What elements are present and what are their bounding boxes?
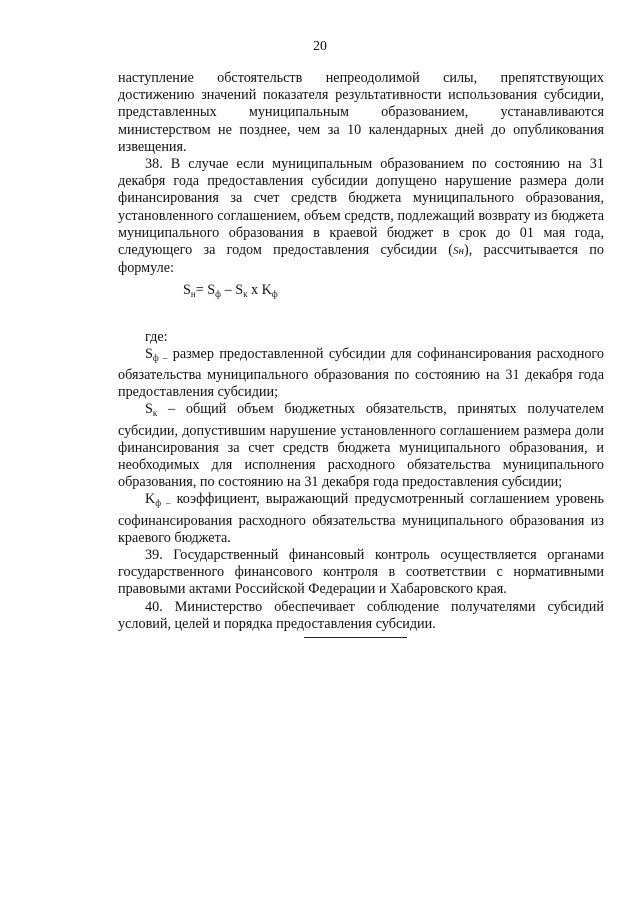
definition-sf-text: размер предоставленной субсидии для софинансирования расходного обязательства муниципального образования по состоянию на 31 декабря года предоставления субсидии; bbox=[118, 345, 604, 401]
formula-lhs: S bbox=[183, 282, 191, 299]
paragraph-39: 39. Государственный финансовый контроль осуществляется органами государственного финансового контроля в соответствии с нормативными правовыми актами Российской Федерации и Хабаровского края. bbox=[118, 547, 604, 598]
formula-term-1: S bbox=[207, 282, 216, 299]
definition-kf bbox=[118, 491, 604, 547]
definition-kf-sub: ф – bbox=[155, 498, 171, 509]
definition-sk bbox=[118, 401, 604, 491]
page-number: 20 bbox=[313, 39, 327, 54]
formula-term-3: K bbox=[261, 282, 272, 299]
document-body bbox=[118, 70, 604, 633]
definition-sk-text: – общий объем бюджетных обязательств, принятых получателем субсидии, допустившим нарушение установленного соглашением размера доли финансирования за счет средств бюджета муниципального образования, и необходимых для исполнения расходного обязательства муниципального образования, по состоянию на 31 декабря года предоставления субсидии; bbox=[118, 401, 604, 491]
formula-lhs-sub: н bbox=[190, 289, 196, 300]
end-divider-line bbox=[304, 637, 407, 638]
paragraph-continuation: наступление обстоятельств непреодолимой силы, препятствующих достижению значений показателя результативности использования субсидии, представленных муниципальным образованием, устанавливаются министерством не позднее, чем за 10 календарных дней до опубликования извещения. bbox=[118, 70, 604, 155]
definition-sk-sub: к bbox=[152, 408, 158, 419]
formula-term-2: S bbox=[235, 282, 244, 299]
definition-sk-symbol: S bbox=[145, 401, 153, 418]
formula-minus: – bbox=[221, 282, 236, 299]
paragraph-38 bbox=[118, 156, 604, 277]
definition-sf-symbol: S bbox=[145, 345, 153, 362]
definition-sf-sub: ф – bbox=[152, 352, 168, 363]
sn-symbol-inline: Sн bbox=[453, 245, 464, 258]
formula-term-1-sub: ф bbox=[215, 289, 222, 300]
paragraph-40: 40. Министерство обеспечивает соблюдение получателями субсидий условий, целей и порядка предоставления субсидии. bbox=[118, 598, 604, 632]
formula-term-2-sub: к bbox=[243, 289, 248, 300]
formula-eq: = bbox=[195, 282, 208, 299]
where-label: где: bbox=[145, 328, 168, 345]
formula bbox=[183, 282, 604, 303]
paragraph-38-text-start: 38. В случае если муниципальным образованием по состоянию на 31 декабря года предоставления субсидии допущено нарушение размера доли финансирования за счет средств бюджета муниципального образования, установленного соглашением, объем средств, подлежащий возврату из бюджета муниципального образования в краевой бюджет в срок до 01 мая года, следующего за годом предоставления субсидии ( bbox=[118, 156, 604, 259]
definition-sf bbox=[118, 346, 604, 402]
definition-kf-text: коэффициент, выражающий предусмотренный соглашением уровень софинансирования расходного обязательства муниципального образования из краевого бюджета. bbox=[118, 491, 604, 546]
definition-kf-symbol: K bbox=[145, 491, 156, 508]
formula-term-3-sub: ф bbox=[271, 289, 278, 300]
paragraph-38-text-end: ), рассчитывается по формуле: bbox=[118, 242, 604, 277]
formula-times: x bbox=[247, 282, 262, 299]
